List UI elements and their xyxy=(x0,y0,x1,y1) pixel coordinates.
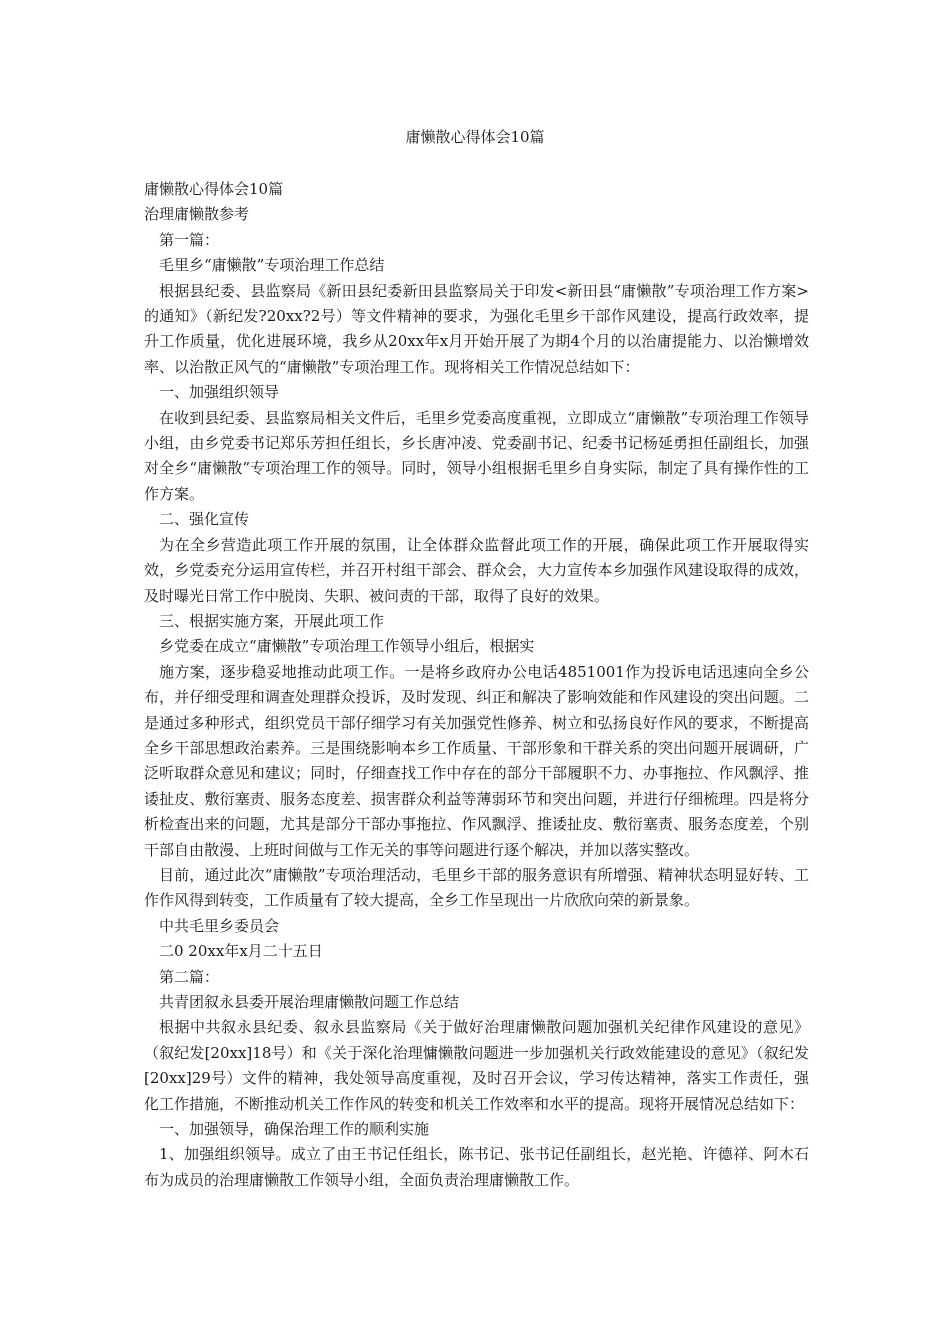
paragraph: 第一篇： xyxy=(159,230,220,249)
document-body xyxy=(144,177,809,1193)
paragraph: 一、加强领导，确保治理工作的顺利实施 xyxy=(159,1120,430,1139)
paragraph: 二0 20xx年x月二十五日 xyxy=(159,942,323,961)
paragraph: 在收到县纪委、县监察局相关文件后，毛里乡党委高度重视，立即成立“庸懒散”专项治理工作领导小组，由乡党委书记郑乐芳担任组长，乡长唐冲凌、党委副书记、纪委书记杨延勇担任副组长，加强对全乡“庸懒散”专项治理工作的领导。同时，领导小组根据毛里乡自身实际，制定了具有操作性的工作方案。 xyxy=(144,408,809,503)
paragraph: 治理庸懒散参考 xyxy=(144,205,250,224)
paragraph: 一、加强组织领导 xyxy=(159,383,280,402)
paragraph: 庸懒散心得体会10篇 xyxy=(144,180,284,198)
paragraph: 中共毛里乡委员会 xyxy=(159,916,280,935)
page-title: 庸懒散心得体会10篇 xyxy=(405,128,545,146)
paragraph: 乡党委在成立“庸懒散”专项治理工作领导小组后，根据实 xyxy=(159,637,535,656)
paragraph: 共青团叙永县委开展治理庸懒散问题工作总结 xyxy=(159,993,460,1011)
paragraph: 施方案，逐步稳妥地推动此项工作。一是将乡政府办公电话4851001作为投诉电话迅速向全乡公布，并仔细受理和调查处理群众投诉，及时发现、纠正和解决了影响效能和作风建设的突出问题。二是通过多种形式，组织党员干部仔细学习有关加强党性修养、树立和弘扬良好作风的要求，不断提高全乡干部思想政治素养。三是围绕影响本乡工作质量、干部形象和干群关系的突出问题开展调研，广泛听取群众意见和建议；同时，仔细查找工作中存在的部分干部履职不力、办事拖拉、作风飘浮、推诿扯皮、敷衍塞责、服务态度差、损害群众利益等薄弱环节和突出问题，并进行仔细梳理。四是将分析检查出来的问题，尤其是部分干部办事拖拉、作风飘浮、推诿扯皮、敷衍塞责、服务态度差，个别干部自由散漫、上班时间做与工作无关的事等问题进行逐个解决，并加以落实整改。 xyxy=(144,662,809,859)
paragraph: 第二篇： xyxy=(159,967,220,986)
paragraph: 二、强化宣传 xyxy=(159,510,250,529)
paragraph: 根据中共叙永县纪委、叙永县监察局《关于做好治理庸懒散问题加强机关纪律作风建设的意见》（叙纪发[20xx]18号）和《关于深化治理慵懒散问题进一步加强机关行政效能建设的意见》（叙纪发[20xx]29号）文件的精神，我处领导高度重视，及时召开会议，学习传达精神，落实工作责任，强化工作措施，不断推动机关工作作风的转变和机关工作效率和水平的提高。现将开展情况总结如下： xyxy=(144,1018,809,1113)
paragraph: 1、加强组织领导。成立了由王书记任组长，陈书记、张书记任副组长，赵光艳、许德祥、阿木石布为成员的治理庸懒散工作领导小组，全面负责治理庸懒散工作。 xyxy=(144,1145,809,1189)
paragraph: 为在全乡营造此项工作开展的氛围，让全体群众监督此项工作的开展，确保此项工作开展取得实效，乡党委充分运用宣传栏，并召开村组干部会、群众会，大力宣传本乡加强作风建设取得的成效，及时曝光日常工作中脱岗、失职、被问责的干部，取得了良好的效果。 xyxy=(144,535,809,605)
paragraph: 三、根据实施方案，开展此项工作 xyxy=(159,611,385,630)
paragraph: 毛里乡“庸懒散”专项治理工作总结 xyxy=(159,256,385,275)
paragraph: 目前，通过此次“庸懒散”专项治理活动，毛里乡干部的服务意识有所增强、精神状态明显好转、工作作风得到转变，工作质量有了较大提高，全乡工作呈现出一片欣欣向荣的新景象。 xyxy=(144,865,809,910)
paragraph: 根据县纪委、县监察局《新田县纪委新田县监察局关于印发<新田县“庸懒散”专项治理工作方案>的通知》（新纪发?20xx?2号）等文件精神的要求，为强化毛里乡干部作风建设，提高行政效率，提升工作质量，优化进展环境，我乡从20xx年x月开始开展了为期4个月的以治庸提能力、以治懒增效率、以治散正风气的“庸懒散”专项治理工作。现将相关工作情况总结如下： xyxy=(144,281,809,376)
